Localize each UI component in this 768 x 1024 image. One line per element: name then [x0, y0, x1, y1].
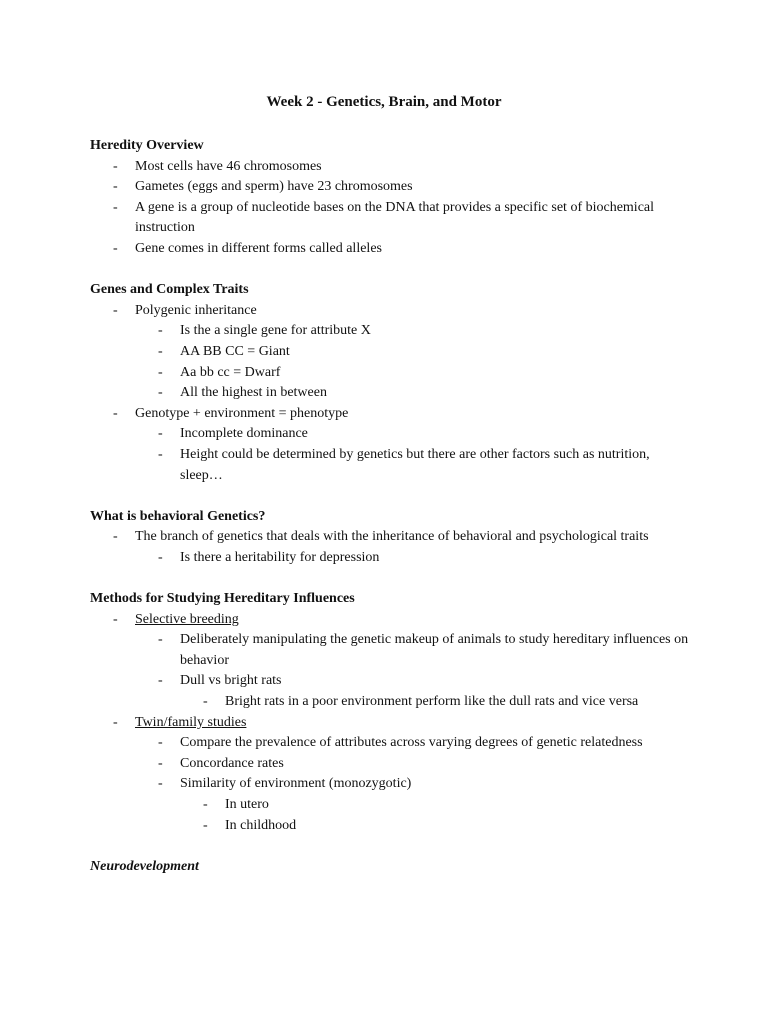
list-item-text: Polygenic inheritance — [135, 302, 257, 318]
list-item — [90, 383, 690, 404]
bullet-dash: - — [158, 673, 163, 689]
list-item — [90, 321, 690, 342]
list-item-text: Concordance rates — [180, 755, 284, 771]
list-item — [90, 713, 690, 734]
section-heading: Methods for Studying Hereditary Influences — [90, 591, 355, 607]
list-item-text: Most cells have 46 chromosomes — [135, 158, 322, 174]
list-item-text: Genotype + environment = phenotype — [135, 405, 349, 421]
bullet-list — [90, 610, 690, 837]
list-item-text: Similarity of environment (monozygotic) — [180, 776, 412, 792]
section — [90, 507, 690, 569]
list-item-text: In childhood — [225, 817, 297, 833]
list-item-text: Selective breeding — [135, 611, 239, 627]
list-item — [90, 363, 690, 384]
list-item-text: Dull vs bright rats — [180, 673, 282, 689]
list-item — [90, 774, 690, 795]
list-item-text: Deliberately manipulating the genetic makeup of animals to study hereditary influences on behavior — [180, 632, 689, 668]
list-item — [90, 239, 690, 260]
section-heading: Neurodevelopment — [90, 858, 199, 874]
list-item-text: A gene is a group of nucleotide bases on the DNA that provides a specific set of biochemical instruction — [135, 199, 655, 236]
list-item — [90, 671, 690, 692]
section — [90, 280, 690, 486]
section-heading: What is behavioral Genetics? — [90, 508, 266, 524]
bullet-dash: - — [113, 240, 118, 256]
bullet-dash: - — [158, 549, 163, 565]
document-body — [90, 136, 690, 898]
bullet-dash: - — [158, 323, 163, 339]
list-item — [90, 424, 690, 445]
bullet-dash: - — [158, 632, 163, 648]
list-item — [90, 795, 690, 816]
bullet-dash: - — [113, 158, 118, 174]
bullet-dash: - — [158, 426, 163, 442]
list-item — [90, 527, 690, 548]
list-item-text: Twin/family studies — [135, 714, 247, 730]
bullet-list — [90, 157, 690, 260]
list-item-text: Gene comes in different forms called alleles — [135, 240, 382, 256]
list-item — [90, 342, 690, 363]
list-item-text: Gametes (eggs and sperm) have 23 chromosomes — [135, 179, 413, 195]
bullet-list — [90, 301, 690, 486]
list-item — [90, 733, 690, 754]
bullet-dash: - — [158, 776, 163, 792]
list-item — [90, 816, 690, 837]
list-item — [90, 630, 690, 671]
section — [90, 589, 690, 836]
bullet-dash: - — [113, 405, 118, 421]
list-item-text: Bright rats in a poor environment perform like the dull rats and vice versa — [225, 694, 639, 710]
document-title: Week 2 - Genetics, Brain, and Motor — [266, 94, 502, 110]
list-item — [90, 610, 690, 631]
bullet-dash: - — [203, 797, 208, 812]
bullet-dash: - — [158, 755, 163, 771]
list-item — [90, 198, 690, 239]
section — [90, 857, 690, 878]
list-item-text: Aa bb cc = Dwarf — [180, 364, 281, 380]
list-item-text: All the highest in between — [180, 385, 327, 401]
list-item-text: Compare the prevalence of attributes across varying degrees of genetic relatedness — [180, 735, 643, 751]
bullet-dash: - — [113, 199, 118, 215]
list-item — [90, 548, 690, 569]
section-heading: Heredity Overview — [90, 138, 204, 153]
bullet-list — [90, 527, 690, 568]
list-item — [90, 157, 690, 178]
bullet-dash: - — [203, 694, 208, 710]
list-item-text: In utero — [225, 797, 269, 812]
bullet-dash: - — [113, 714, 118, 730]
list-item — [90, 177, 690, 198]
list-item — [90, 692, 690, 713]
bullet-dash: - — [113, 529, 118, 545]
bullet-dash: - — [158, 446, 163, 462]
bullet-dash: - — [158, 343, 163, 359]
section — [90, 136, 690, 260]
section-heading: Genes and Complex Traits — [90, 282, 249, 298]
list-item — [90, 445, 690, 486]
bullet-dash: - — [113, 179, 118, 195]
list-item-text: Height could be determined by genetics but there are other factors such as nutrition, sleep… — [180, 446, 650, 483]
list-item-text: The branch of genetics that deals with the inheritance of behavioral and psychological traits — [135, 529, 649, 545]
bullet-dash: - — [113, 302, 118, 318]
list-item — [90, 301, 690, 322]
list-item — [90, 404, 690, 425]
list-item-text: Is the a single gene for attribute X — [180, 323, 371, 339]
bullet-dash: - — [158, 385, 163, 401]
list-item — [90, 754, 690, 775]
bullet-dash: - — [158, 735, 163, 751]
list-item-text: AA BB CC = Giant — [180, 343, 290, 359]
bullet-dash: - — [158, 364, 163, 380]
list-item-text: Is there a heritability for depression — [180, 549, 380, 565]
bullet-dash: - — [203, 817, 208, 833]
list-item-text: Incomplete dominance — [180, 426, 308, 442]
bullet-dash: - — [113, 611, 118, 627]
